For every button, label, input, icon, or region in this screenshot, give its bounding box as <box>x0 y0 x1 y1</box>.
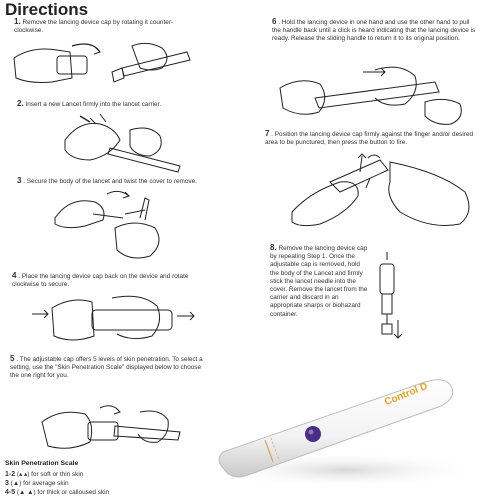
step-4-illustration <box>32 292 200 350</box>
step-1 <box>14 18 194 35</box>
step-number: 6 <box>272 17 277 26</box>
step-8 <box>270 244 370 319</box>
device-brand-label: Control D <box>383 380 430 409</box>
step-text: . The adjustable cap offers 5 levels of skin penetration. To select a setting, use the "Skin Penetration Scale" displayed below to choose the one right for you. <box>10 356 203 380</box>
step-4 <box>12 272 197 289</box>
step-text: . Secure the body of the lancet and twist the cover to remove. <box>23 178 197 185</box>
step-number: 2. <box>17 99 24 108</box>
step-1-illustration <box>12 38 192 90</box>
scale-row: 3 (▲) for average skin <box>5 480 69 487</box>
scale-row: 4-5 (▲ ▲) for thick or calloused skin <box>5 489 110 496</box>
step-5-illustration <box>40 402 190 460</box>
step-number: 7 <box>265 129 270 138</box>
step-text: . Hold the lancing device in one hand and use the other hand to pull the handle back until a click is heard indicating that the lancing device is ready. Release the sliding handle to return it to its original position. <box>272 19 476 43</box>
step-8-illustration <box>368 250 408 350</box>
step-2-illustration <box>60 110 190 175</box>
step-7-illustration <box>290 152 480 237</box>
step-3-illustration <box>45 188 190 263</box>
step-number: 1. <box>14 17 21 26</box>
page-title: Directions <box>5 0 89 19</box>
step-text: . Position the lancing device cap firmly against the finger and/or desired area to be punctured, then press the button to fire. <box>265 131 474 147</box>
step-7 <box>265 130 477 147</box>
step-number: 5 <box>10 354 15 363</box>
scale-heading: Skin Penetration Scale <box>5 460 79 467</box>
step-number: 4 <box>12 271 17 280</box>
step-text: Remove the lancing device cap by repeating Step 1. Once the adjustable cap is removed, hold the body of the Lancet and firmly stick the lancet needle into the cover. Remove the lancet from the carrier and discard in an appropriate sharps or biohazard container. <box>270 245 368 318</box>
step-text: . Place the lancing device cap back on the device and rotate clockwise to secure. <box>12 273 189 289</box>
step-3 <box>17 177 217 186</box>
step-5 <box>10 355 205 381</box>
step-6 <box>272 18 477 44</box>
lancing-device-image <box>205 370 480 498</box>
step-number: 8. <box>270 243 277 252</box>
step-text: Remove the lancing device cap by rotating it counter-clockwise. <box>14 19 174 35</box>
scale-row: 1-2 (▴ ▴) for soft or thin skin <box>5 471 84 478</box>
step-text: Insert a new Lancet firmly into the lancet carrier. <box>25 101 162 108</box>
step-6-illustration <box>275 62 475 130</box>
step-2 <box>17 100 207 109</box>
step-number: 3 <box>17 176 22 185</box>
